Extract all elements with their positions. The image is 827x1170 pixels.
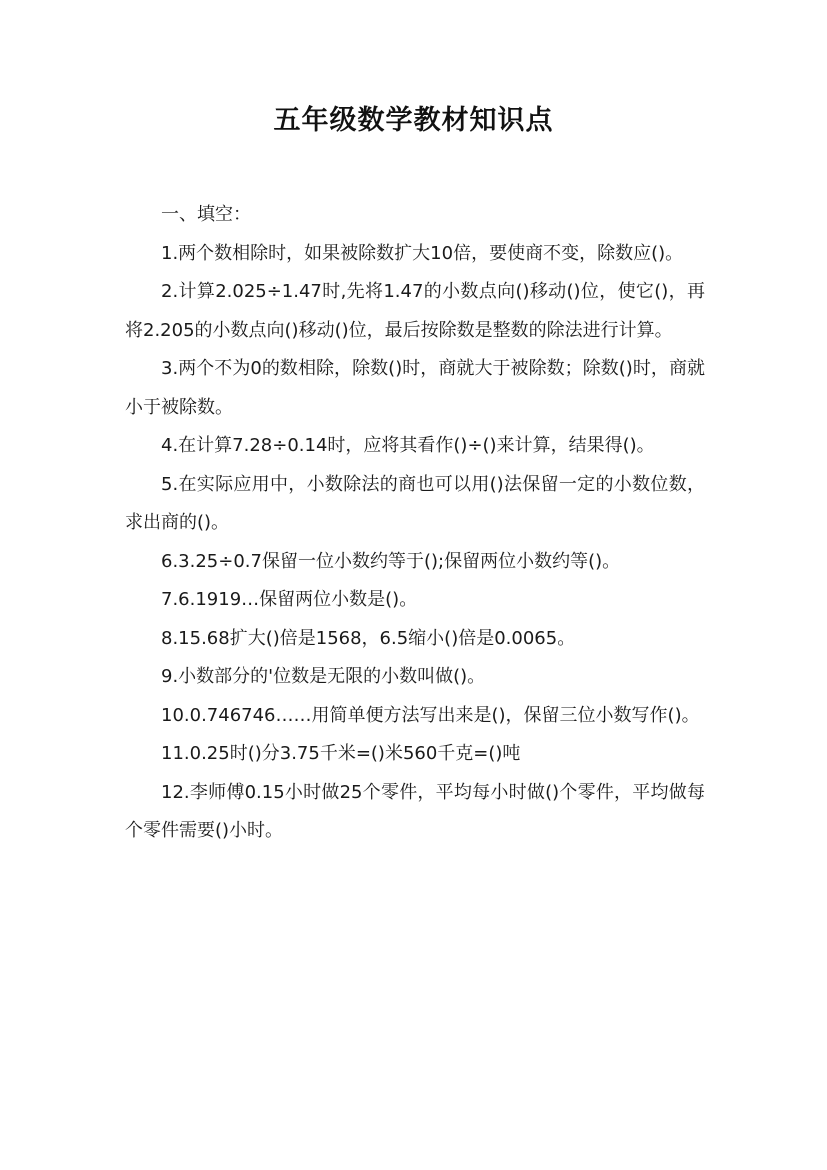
question-12: 12.李师傅0.15小时做25个零件，平均每小时做()个零件，平均做每个零件需要()小时。	[125, 781, 705, 841]
question-10: 10.0.746746……用简单便方法写出来是()，保留三位小数写作()。	[161, 704, 700, 726]
question-8: 8.15.68扩大()倍是1568，6.5缩小()倍是0.0065。	[161, 627, 576, 649]
question-9: 9.小数部分的'位数是无限的小数叫做()。	[161, 666, 486, 687]
document-title: 五年级数学教材知识点	[273, 105, 554, 136]
section-heading-fill-in: 一、填空：	[161, 204, 251, 225]
question-2: 2.计算2.025÷1.47时,先将1.47的小数点向()移动()位，使它()，再将2.205的小数点向()移动()位，最后按除数是整数的除法进行计算。	[125, 281, 705, 341]
question-1: 1.两个数相除时，如果被除数扩大10倍，要使商不变，除数应()。	[161, 242, 684, 264]
question-5: 5.在实际应用中，小数除法的商也可以用()法保留一定的小数位数，求出商的()。	[125, 473, 705, 533]
question-6: 6.3.25÷0.7保留一位小数约等于();保留两位小数约等()。	[161, 550, 621, 572]
question-11: 11.0.25时()分3.75千米=()米560千克=()吨	[161, 743, 521, 764]
document-body	[125, 196, 705, 851]
question-3: 3.两个不为0的数相除，除数()时，商就大于被除数；除数()时，商就小于被除数。	[125, 358, 705, 418]
question-4: 4.在计算7.28÷0.14时，应将其看作()÷()来计算，结果得()。	[161, 435, 655, 456]
question-7: 7.6.1919…保留两位小数是()。	[161, 589, 418, 610]
